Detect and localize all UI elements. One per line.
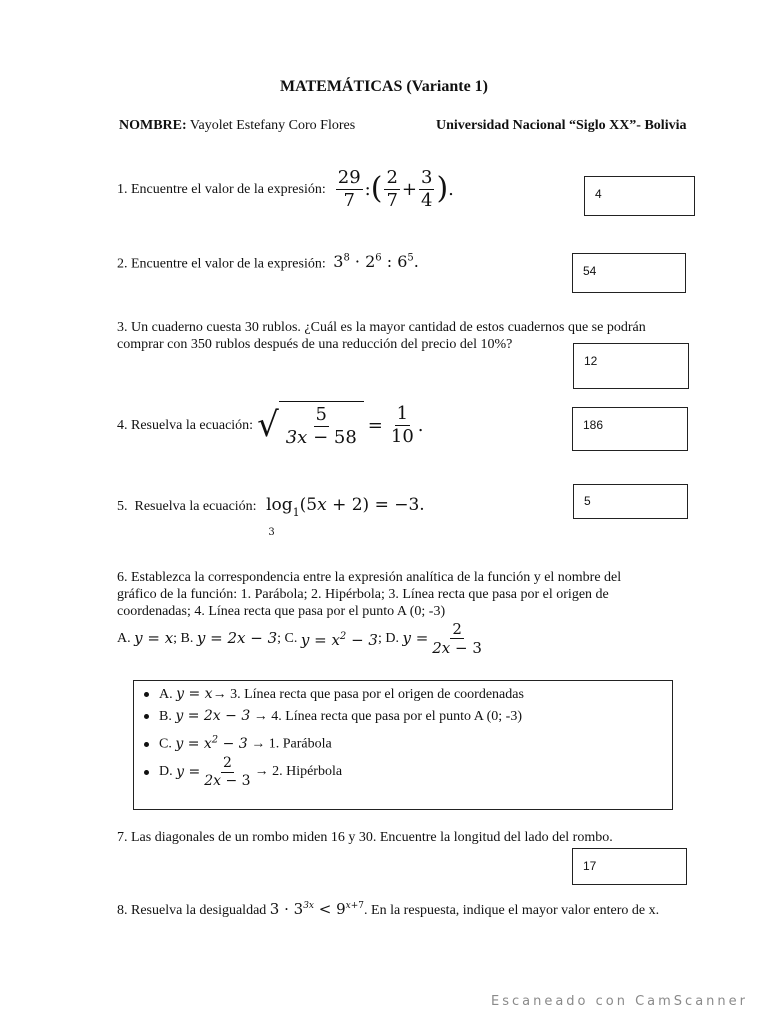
question-3 — [117, 319, 646, 353]
correspondence-item-b: B. y = 2x − 3 → 4. Línea recta que pasa por el punto A (0; -3) — [144, 708, 522, 725]
expression-2: $3^8 \cdot 2^6$ : $6^5$. — [333, 252, 419, 272]
question-text-line-2: gráfico de la función: 1. Parábola; 2. Hipérbola; 3. Línea recta que pasa por el origen de — [117, 587, 609, 602]
question-number: 8. — [117, 903, 128, 918]
correspondence-answer-box — [133, 680, 673, 810]
function-options: A. y = x ; B. y = 2x − 3 ; C. $y = x^2 - 3$ ; D. y = $\frac{2}{2x - 3}$ — [117, 619, 482, 657]
question-number: 7. — [117, 830, 128, 845]
answer-box-2[interactable]: 54 — [572, 253, 686, 293]
question-number: 3. — [117, 320, 128, 335]
university-name: Universidad Nacional “Siglo XX”- Bolivia — [436, 118, 687, 133]
question-text-line-3: coordenadas; 4. Línea recta que pasa por el punto A (0; -3) — [117, 604, 446, 619]
answer-box-7[interactable]: 17 — [572, 848, 687, 885]
question-6 — [117, 569, 621, 620]
log-base-fraction: 3 — [268, 515, 275, 538]
question-5 — [117, 495, 425, 519]
answer-box-4[interactable]: 186 — [572, 407, 688, 451]
question-text: Resuelva la ecuación: — [131, 417, 254, 433]
question-number: 2. — [117, 256, 128, 272]
question-number: 4. — [117, 417, 128, 433]
question-text: Encuentre el valor de la expresión: — [131, 181, 326, 197]
page-title: MATEMÁTICAS (Variante 1) — [280, 78, 488, 95]
question-2 — [117, 250, 419, 272]
question-1 — [117, 166, 454, 212]
equation-5: $\log_1(5x + 2) = -3$. — [266, 495, 425, 519]
question-text-line-2: comprar con 350 rublos después de una reducción del precio del 10%? — [117, 337, 513, 352]
question-text-line-1: Un cuaderno cuesta 30 rublos. ¿Cuál es la mayor cantidad de estos cuadernos que se podrán — [131, 320, 646, 335]
correspondence-item-a: A. y = x→ 3. Línea recta que pasa por el origen de coordenadas — [144, 686, 524, 703]
question-text: Resuelva la ecuación: — [134, 499, 257, 514]
question-text: Las diagonales de un rombo miden 16 y 30. Encuentre la longitud del lado del rombo. — [131, 830, 613, 845]
student-name: Vayolet Estefany Coro Flores — [189, 118, 356, 133]
correspondence-item-c: C. $y = x^2 - 3 \to 1$. Parábola — [144, 734, 332, 753]
question-4 — [117, 398, 424, 452]
question-text-line-1: Establezca la correspondencia entre la expresión analítica de la función y el nombre del — [131, 570, 622, 585]
question-number: 6. — [117, 570, 128, 585]
answer-box-1[interactable]: 4 — [584, 176, 695, 216]
inequality-8: $3 \cdot 3^{3x} < 9^{x+7}$ — [269, 900, 365, 918]
question-text-before: Resuelva la desigualdad — [131, 903, 267, 918]
correspondence-item-d: D. y = $\frac{2}{2x - 3}$ → 2. Hipérbola — [144, 755, 342, 790]
question-7 — [117, 829, 613, 846]
expression-1: $\frac{29}{7}$ : ( $\frac{2}{7}$ + $\frac{3}{4}$ ) . — [337, 166, 454, 211]
question-number: 1. — [117, 181, 128, 197]
question-text-after: . En la respuesta, indique el mayor valor entero de x. — [364, 903, 660, 918]
camscanner-watermark: Escaneado con CamScanner — [490, 994, 748, 1009]
equation-4: √ $\frac{5}{3x - 58}$ = $\frac{1}{10}$ . — [257, 402, 424, 448]
student-name-row — [119, 118, 355, 134]
name-label: NOMBRE: — [119, 118, 187, 133]
answer-box-3[interactable]: 12 — [573, 343, 689, 389]
question-8 — [117, 898, 659, 919]
question-text: Encuentre el valor de la expresión: — [131, 256, 326, 272]
question-number: 5. — [117, 499, 128, 514]
answer-box-5[interactable]: 5 — [573, 484, 688, 519]
